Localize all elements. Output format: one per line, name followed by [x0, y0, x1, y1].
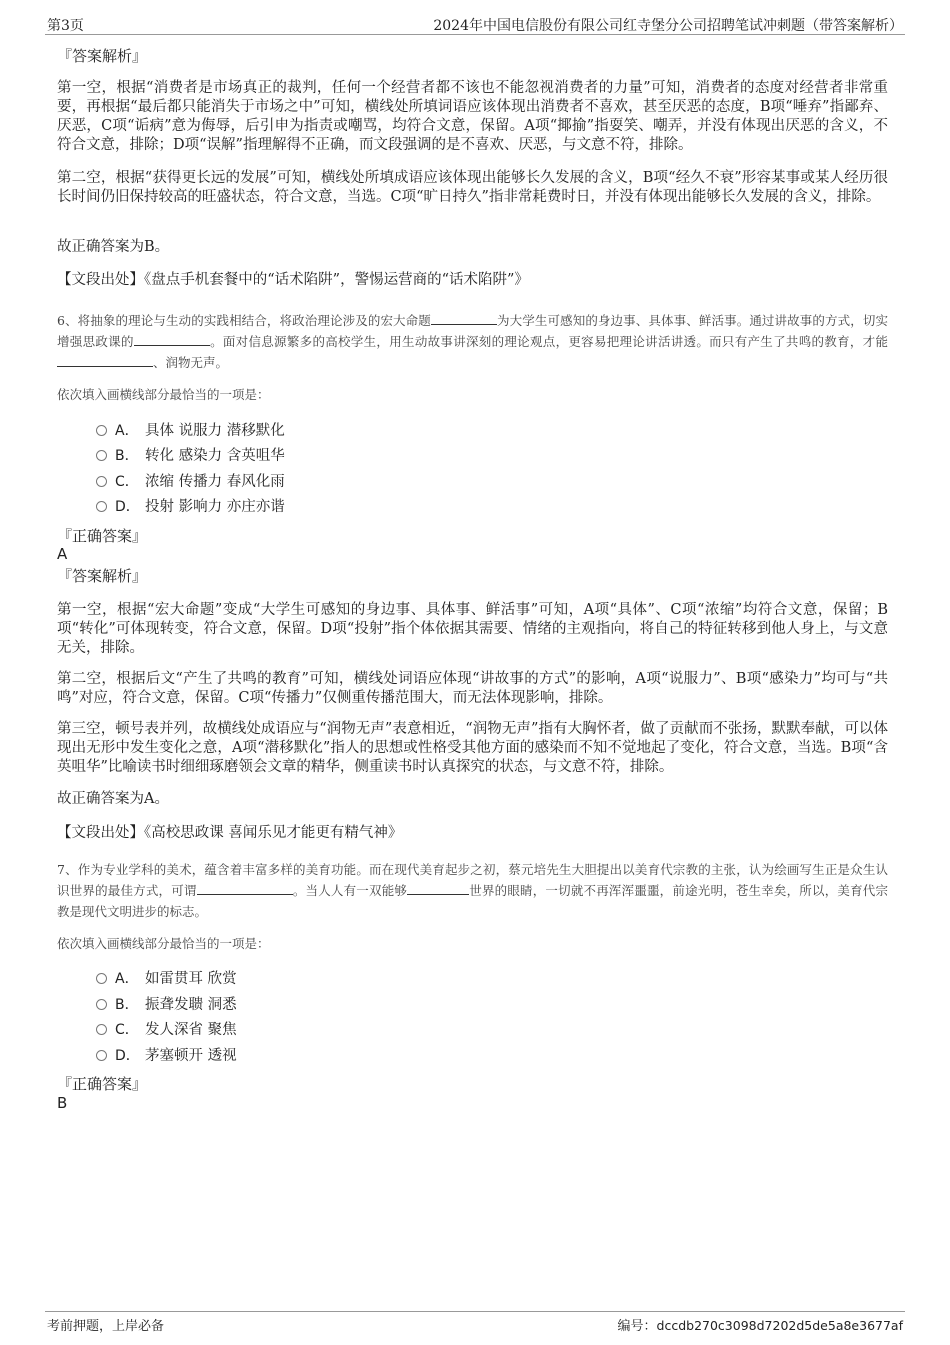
question-6-text: 6、将抽象的理论与生动的实践相结合，将政治理论涉及的宏大命题 为大学生可感知的身边事、具体事、鲜活事。通过讲故事的方式，切实增强思政课的 。面对信息源繁多的高校学生，用生动故事讲深刻的理论观点，更容易把理论讲活讲透。而只有产生了共鸣的教育，才能、润物无声。 — [57, 313, 888, 370]
option-d[interactable]: D． 茅塞顿开 透视 — [96, 1046, 237, 1066]
option-a[interactable]: A． 如雷贯耳 欣赏 — [96, 969, 237, 989]
option-a[interactable]: A． 具体 说服力 潜移默化 — [96, 421, 285, 441]
correct-answer-label: 『正确答案』 — [57, 527, 148, 545]
analysis-paragraph-2: 第二空，根据“获得更长远的发展”可知，横线处所填成语应该体现出能够长久发展的含义，B项“经久不衰”形容某事或某人经历很长时间仍旧保持较高的旺盛状态，符合文意，当选。C项“旷日持久”指非常耗费时日，并没有体现出能够长久发展的含义，排除。 — [57, 170, 888, 205]
blank-line — [197, 882, 293, 895]
analysis-paragraph-1: 第一空，根据“宏大命题”变成“大学生可感知的身边事、具体事、鲜活事”可知，A项“具体”、C项“浓缩”均符合文意，保留；B项“转化”可体现转变，符合文意，保留。D项“投射”指个体依据其需要、情绪的主观指向，将自己的特征转移到他人身上，与文意无关，排除。 — [57, 602, 888, 656]
radio-icon[interactable] — [96, 1024, 107, 1035]
blank-line — [431, 312, 497, 325]
radio-icon[interactable] — [96, 999, 107, 1010]
page-header — [45, 14, 905, 35]
footer-slogan: 考前押题，上岸必备 — [47, 1319, 165, 1334]
document-code: 编号：dccdb270c3098d7202d5de5a8e3677af — [617, 1318, 903, 1334]
analysis-paragraph-3: 第三空，顿号表并列，故横线处成语应与“润物无声”表意相近，“润物无声”指有大胸怀者，做了贡献而不张扬，默默奉献，可以体现出无形中发生变化之意，A项“潜移默化”指人的思想或性格受其他方面的感染而不知不觉地起了变化，符合文意，当选。B项“含英咀华”比喻读书时细细琢磨领会文章的精华，侧重读书时认真探究的状态，与文意不符，排除。 — [57, 721, 888, 775]
blank-line — [407, 882, 469, 895]
page-footer — [45, 1311, 905, 1334]
blank-line — [57, 354, 153, 367]
radio-icon[interactable] — [96, 973, 107, 984]
option-c[interactable]: C． 浓缩 传播力 春风化雨 — [96, 472, 285, 492]
source-citation: 【文段出处】《盘点手机套餐中的“话术陷阱”，警惕运营商的“话术陷阱”》 — [57, 272, 529, 288]
option-c[interactable]: C． 发人深省 聚焦 — [96, 1020, 237, 1040]
page-number: 第3页 — [47, 18, 84, 34]
radio-icon[interactable] — [96, 450, 107, 461]
document-title: 2024年中国电信股份有限公司红寺堡分公司招聘笔试冲刺题（带答案解析） — [433, 18, 903, 34]
radio-icon[interactable] — [96, 476, 107, 487]
analysis-conclusion: 故正确答案为B。 — [57, 239, 170, 255]
analysis-paragraph-1: 第一空，根据“消费者是市场真正的裁判，任何一个经营者都不该也不能忽视消费者的力量”可知，消费者的态度对经营者非常重要，再根据“最后都只能消失于市场之中”可知，横线处所填词语应该体现出消费者不喜欢，甚至厌恶的态度，B项“唾弃”指鄙弃、厌恶，C项“诟病”意为侮辱，后引申为指责或嘲骂，均符合文意，保留。A项“揶揄”指耍笑、嘲弄，并没有体现出厌恶的含义，不符合文意，排除；D项“误解”指理解得不正确，而文段强调的是不喜欢、厌恶，与文意不符，排除。 — [57, 80, 888, 153]
correct-answer-label: 『正确答案』 — [57, 1075, 148, 1093]
analysis-paragraph-2: 第二空，根据后文“产生了共鸣的教育”可知，横线处词语应体现“讲故事的方式”的影响，A项“说服力”、B项“感染力”均可与“共鸣”对应，符合文意，保留。C项“传播力”仅侧重传播范围大，而无法体现影响，排除。 — [57, 671, 888, 706]
question-6-prompt: 依次填入画横线部分最恰当的一项是： — [57, 387, 270, 402]
question-7-prompt: 依次填入画横线部分最恰当的一项是： — [57, 936, 270, 951]
correct-answer: A — [57, 545, 68, 563]
question-7-text: 7、作为专业学科的美术，蕴含着丰富多样的美育功能。而在现代美育起步之初，蔡元培先生大胆提出以美育代宗教的主张，认为绘画写生正是众生认识世界的最佳方式，可谓 。当人人有一双能够 世界的眼睛，一切就不再浑浑噩噩，前途光明，苍生幸矣，所以，美育代宗教是现代文明进步的标志。 — [57, 862, 888, 919]
option-d[interactable]: D． 投射 影响力 亦庄亦谐 — [96, 497, 285, 517]
source-citation: 【文段出处】《高校思政课 喜闻乐见才能更有精气神》 — [57, 825, 403, 841]
analysis-conclusion: 故正确答案为A。 — [57, 791, 169, 807]
option-b[interactable]: B． 转化 感染力 含英咀华 — [96, 446, 285, 466]
analysis-label: 『答案解析』 — [57, 47, 148, 65]
radio-icon[interactable] — [96, 425, 107, 436]
radio-icon[interactable] — [96, 501, 107, 512]
blank-line — [134, 333, 210, 346]
radio-icon[interactable] — [96, 1050, 107, 1061]
correct-answer: B — [57, 1094, 68, 1112]
option-b[interactable]: B． 振聋发聩 洞悉 — [96, 995, 237, 1015]
analysis-label: 『答案解析』 — [57, 567, 148, 585]
